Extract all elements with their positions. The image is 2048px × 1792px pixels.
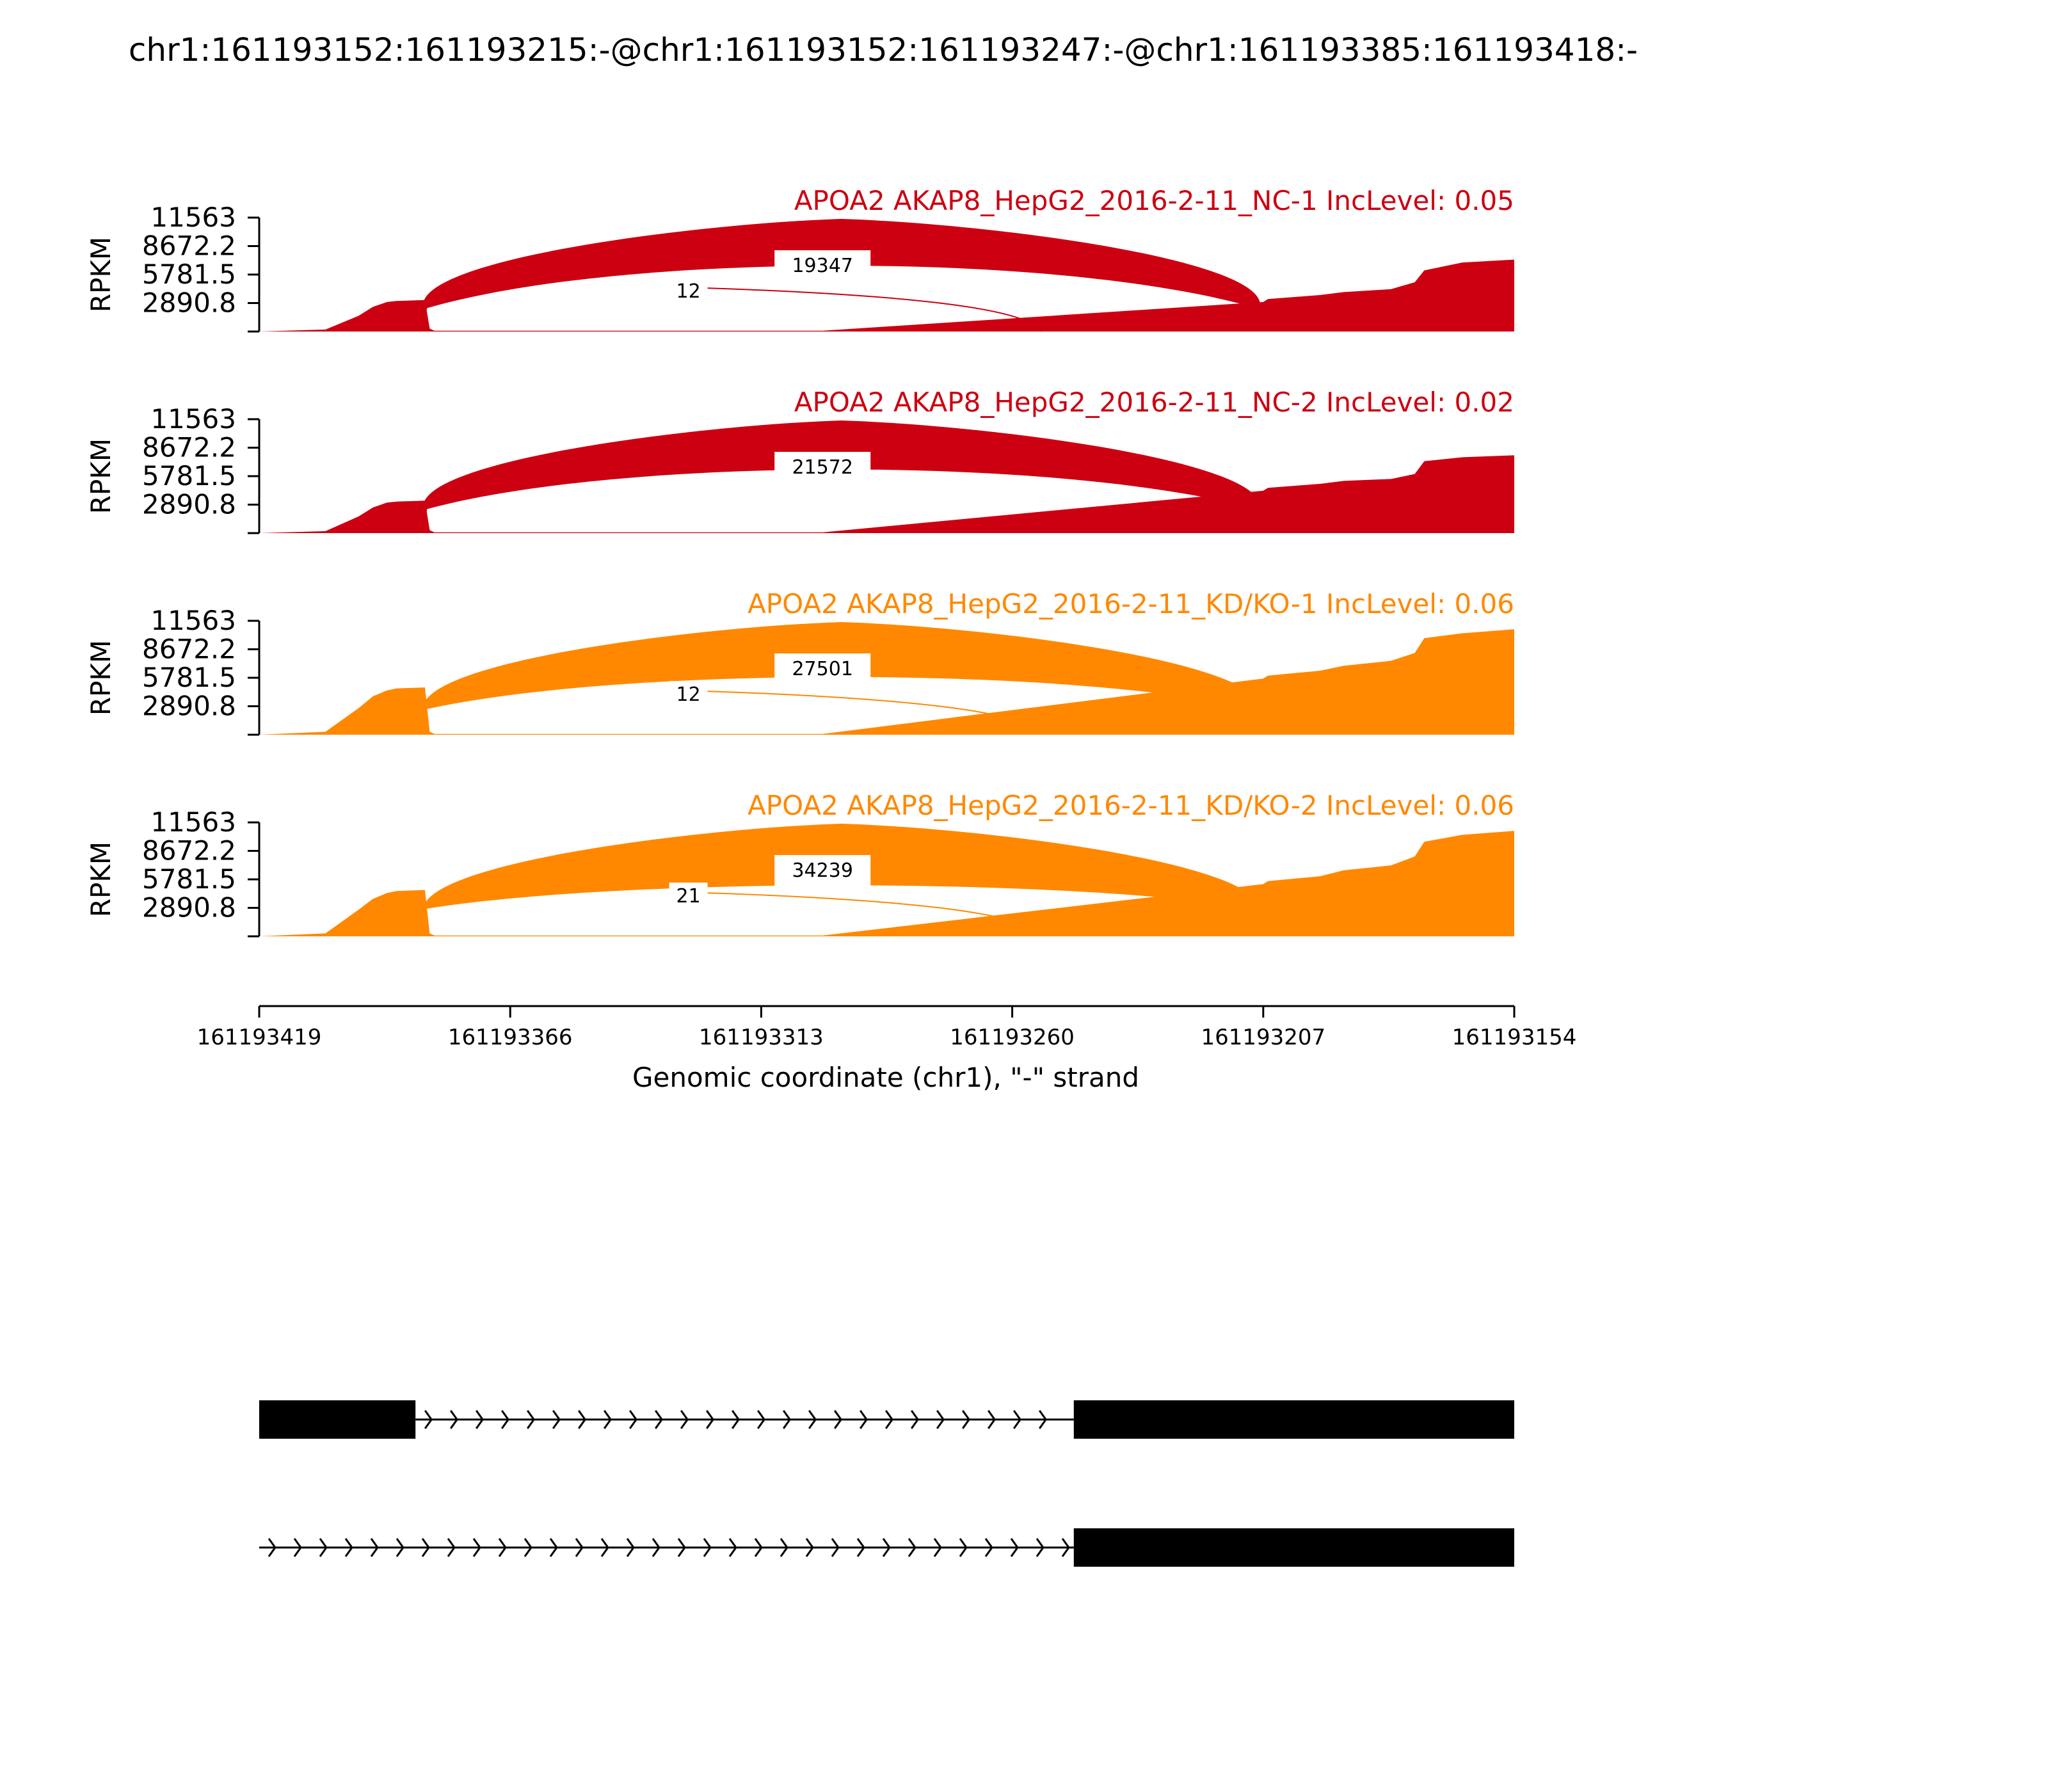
junction-count-label: 12	[676, 280, 701, 303]
isoform-track	[259, 1400, 1514, 1567]
x-tick-label: 161193154	[1452, 1025, 1577, 1050]
junction-count-label: 19347	[792, 255, 853, 277]
coverage-panel	[85, 790, 1514, 936]
exon-block	[1074, 1528, 1514, 1567]
x-tick-label: 161193366	[447, 1025, 573, 1050]
x-tick-label: 161193207	[1201, 1025, 1326, 1050]
isoform	[259, 1400, 1514, 1439]
panel-label: APOA2 AKAP8_HepG2_2016-2-11_NC-2 IncLevel: 0.02	[794, 387, 1514, 418]
panel-label: APOA2 AKAP8_HepG2_2016-2-11_KD/KO-2 IncLevel: 0.06	[748, 790, 1514, 821]
y-axis-label: RPKM	[85, 236, 116, 313]
y-tick-label: 11563	[150, 403, 236, 435]
y-tick-label: 11563	[150, 202, 236, 233]
y-tick-label: 5781.5	[142, 259, 236, 290]
y-axis-label: RPKM	[85, 841, 116, 918]
x-axis-label: Genomic coordinate (chr1), "-" strand	[632, 1062, 1140, 1093]
coverage-panel	[85, 387, 1514, 533]
panel-label: APOA2 AKAP8_HepG2_2016-2-11_NC-1 IncLevel: 0.05	[794, 185, 1514, 216]
x-tick-label: 161193313	[699, 1025, 824, 1050]
y-tick-label: 2890.8	[142, 892, 236, 924]
y-tick-label: 11563	[150, 806, 236, 838]
junction-count-label: 21	[676, 885, 701, 908]
coverage-panel	[85, 588, 1514, 735]
junction-count-label: 27501	[792, 658, 853, 680]
y-tick-label: 5781.5	[142, 863, 236, 895]
y-tick-label: 11563	[150, 605, 236, 636]
x-tick-label: 161193419	[196, 1025, 322, 1050]
y-tick-label: 8672.2	[142, 835, 236, 867]
panel-label: APOA2 AKAP8_HepG2_2016-2-11_KD/KO-1 IncLevel: 0.06	[748, 588, 1514, 620]
coverage-panel	[85, 185, 1514, 332]
y-tick-label: 8672.2	[142, 633, 236, 665]
chart-title: chr1:161193152:161193215:-@chr1:161193152:161193247:-@chr1:161193385:161193418:-	[128, 31, 1638, 68]
exon-block	[1074, 1400, 1514, 1439]
exon-block	[259, 1400, 415, 1439]
junction-count-label: 21572	[792, 456, 853, 479]
x-axis	[197, 1006, 1577, 1050]
y-tick-label: 5781.5	[142, 460, 236, 492]
x-tick-label: 161193260	[950, 1025, 1075, 1050]
y-tick-label: 2890.8	[142, 287, 236, 319]
y-tick-label: 2890.8	[142, 690, 236, 722]
y-tick-label: 2890.8	[142, 488, 236, 520]
y-tick-label: 8672.2	[142, 230, 236, 262]
y-axis-label: RPKM	[85, 438, 116, 515]
junction-count-label: 12	[676, 684, 701, 706]
y-tick-label: 8672.2	[142, 431, 236, 463]
isoform	[259, 1528, 1514, 1567]
y-axis-label: RPKM	[85, 639, 116, 716]
junction-count-label: 34239	[792, 860, 853, 882]
panels-group	[85, 185, 1514, 936]
y-tick-label: 5781.5	[142, 662, 236, 693]
